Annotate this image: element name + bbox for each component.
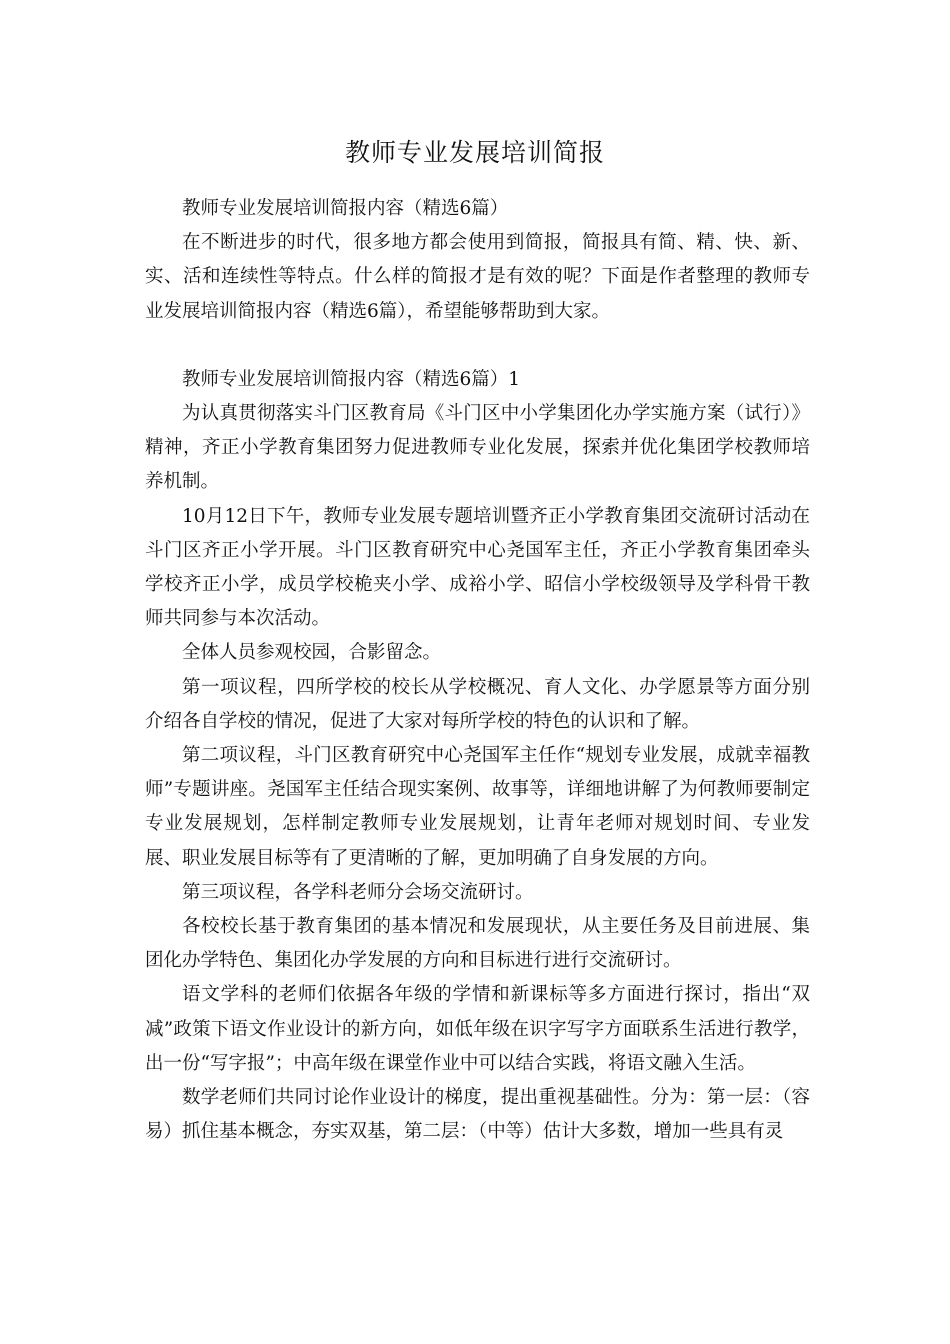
paragraph: 各校校长基于教育集团的基本情况和发展现状，从主要任务及目前进展、集团化办学特色、集团化办学发展的方向和目标进行进行交流研讨。: [145, 916, 810, 972]
paragraph: 第三项议程，各学科老师分会场交流研讨。: [182, 881, 534, 903]
document-title: 教师专业发展培训简报: [344, 138, 605, 167]
paragraph: 第二项议程，斗门区教育研究中心尧国军主任作“规划专业发展，成就幸福教师”专题讲座。尧国军主任结合现实案例、故事等，详细地讲解了为何教师要制定专业发展规划，怎样制定教师专业发展规划，让青年老师对规划时间、专业发展、职业发展目标等有了更清晰的了解，更加明确了自身发展的方向。: [145, 745, 810, 869]
paragraph: 语文学科的老师们依据各年级的学情和新课标等多方面进行探讨，指出“双减”政策下语文作业设计的新方向，如低年级在识字写字方面联系生活进行教学，出一份“写字报”；中高年级在课堂作业中可以结合实践，将语文融入生活。: [145, 984, 810, 1074]
paragraph: 为认真贯彻落实斗门区教育局《斗门区中小学集团化办学实施方案（试行）》精神，齐正小学教育集团努力促进教师专业化发展，探索并优化集团学校教师培养机制。: [145, 403, 810, 493]
paragraph-subtitle: 教师专业发展培训简报内容（精选6篇）: [182, 198, 509, 219]
paragraph-section-heading: 教师专业发展培训简报内容（精选6篇）1: [182, 368, 521, 390]
paragraph: 全体人员参观校园，合影留念。: [182, 642, 442, 664]
paragraph: 第一项议程，四所学校的校长从学校概况、育人文化、办学愿景等方面分别介绍各自学校的情况，促进了大家对每所学校的特色的认识和了解。: [145, 676, 810, 732]
paragraph: 10月12日下午，教师专业发展专题培训暨齐正小学教育集团交流研讨活动在斗门区齐正小学开展。斗门区教育研究中心尧国军主任，齐正小学教育集团牵头学校齐正小学，成员学校桅夹小学、成裕小学、昭信小学校级领导及学科骨干教师共同参与本次活动。: [145, 505, 810, 630]
document-body: [145, 192, 810, 1149]
paragraph-spacer: [145, 329, 810, 363]
paragraph-intro: 在不断进步的时代，很多地方都会使用到简报，简报具有简、精、快、新、实、活和连续性等特点。什么样的简报才是有效的呢？下面是作者整理的教师专业发展培训简报内容（精选6篇），希望能够帮助到大家。: [145, 232, 810, 322]
paragraph: 数学老师们共同讨论作业设计的梯度，提出重视基础性。分为：第一层：（容易）抓住基本概念，夯实双基，第二层：（中等）估计大多数，增加一些具有灵: [145, 1087, 810, 1143]
